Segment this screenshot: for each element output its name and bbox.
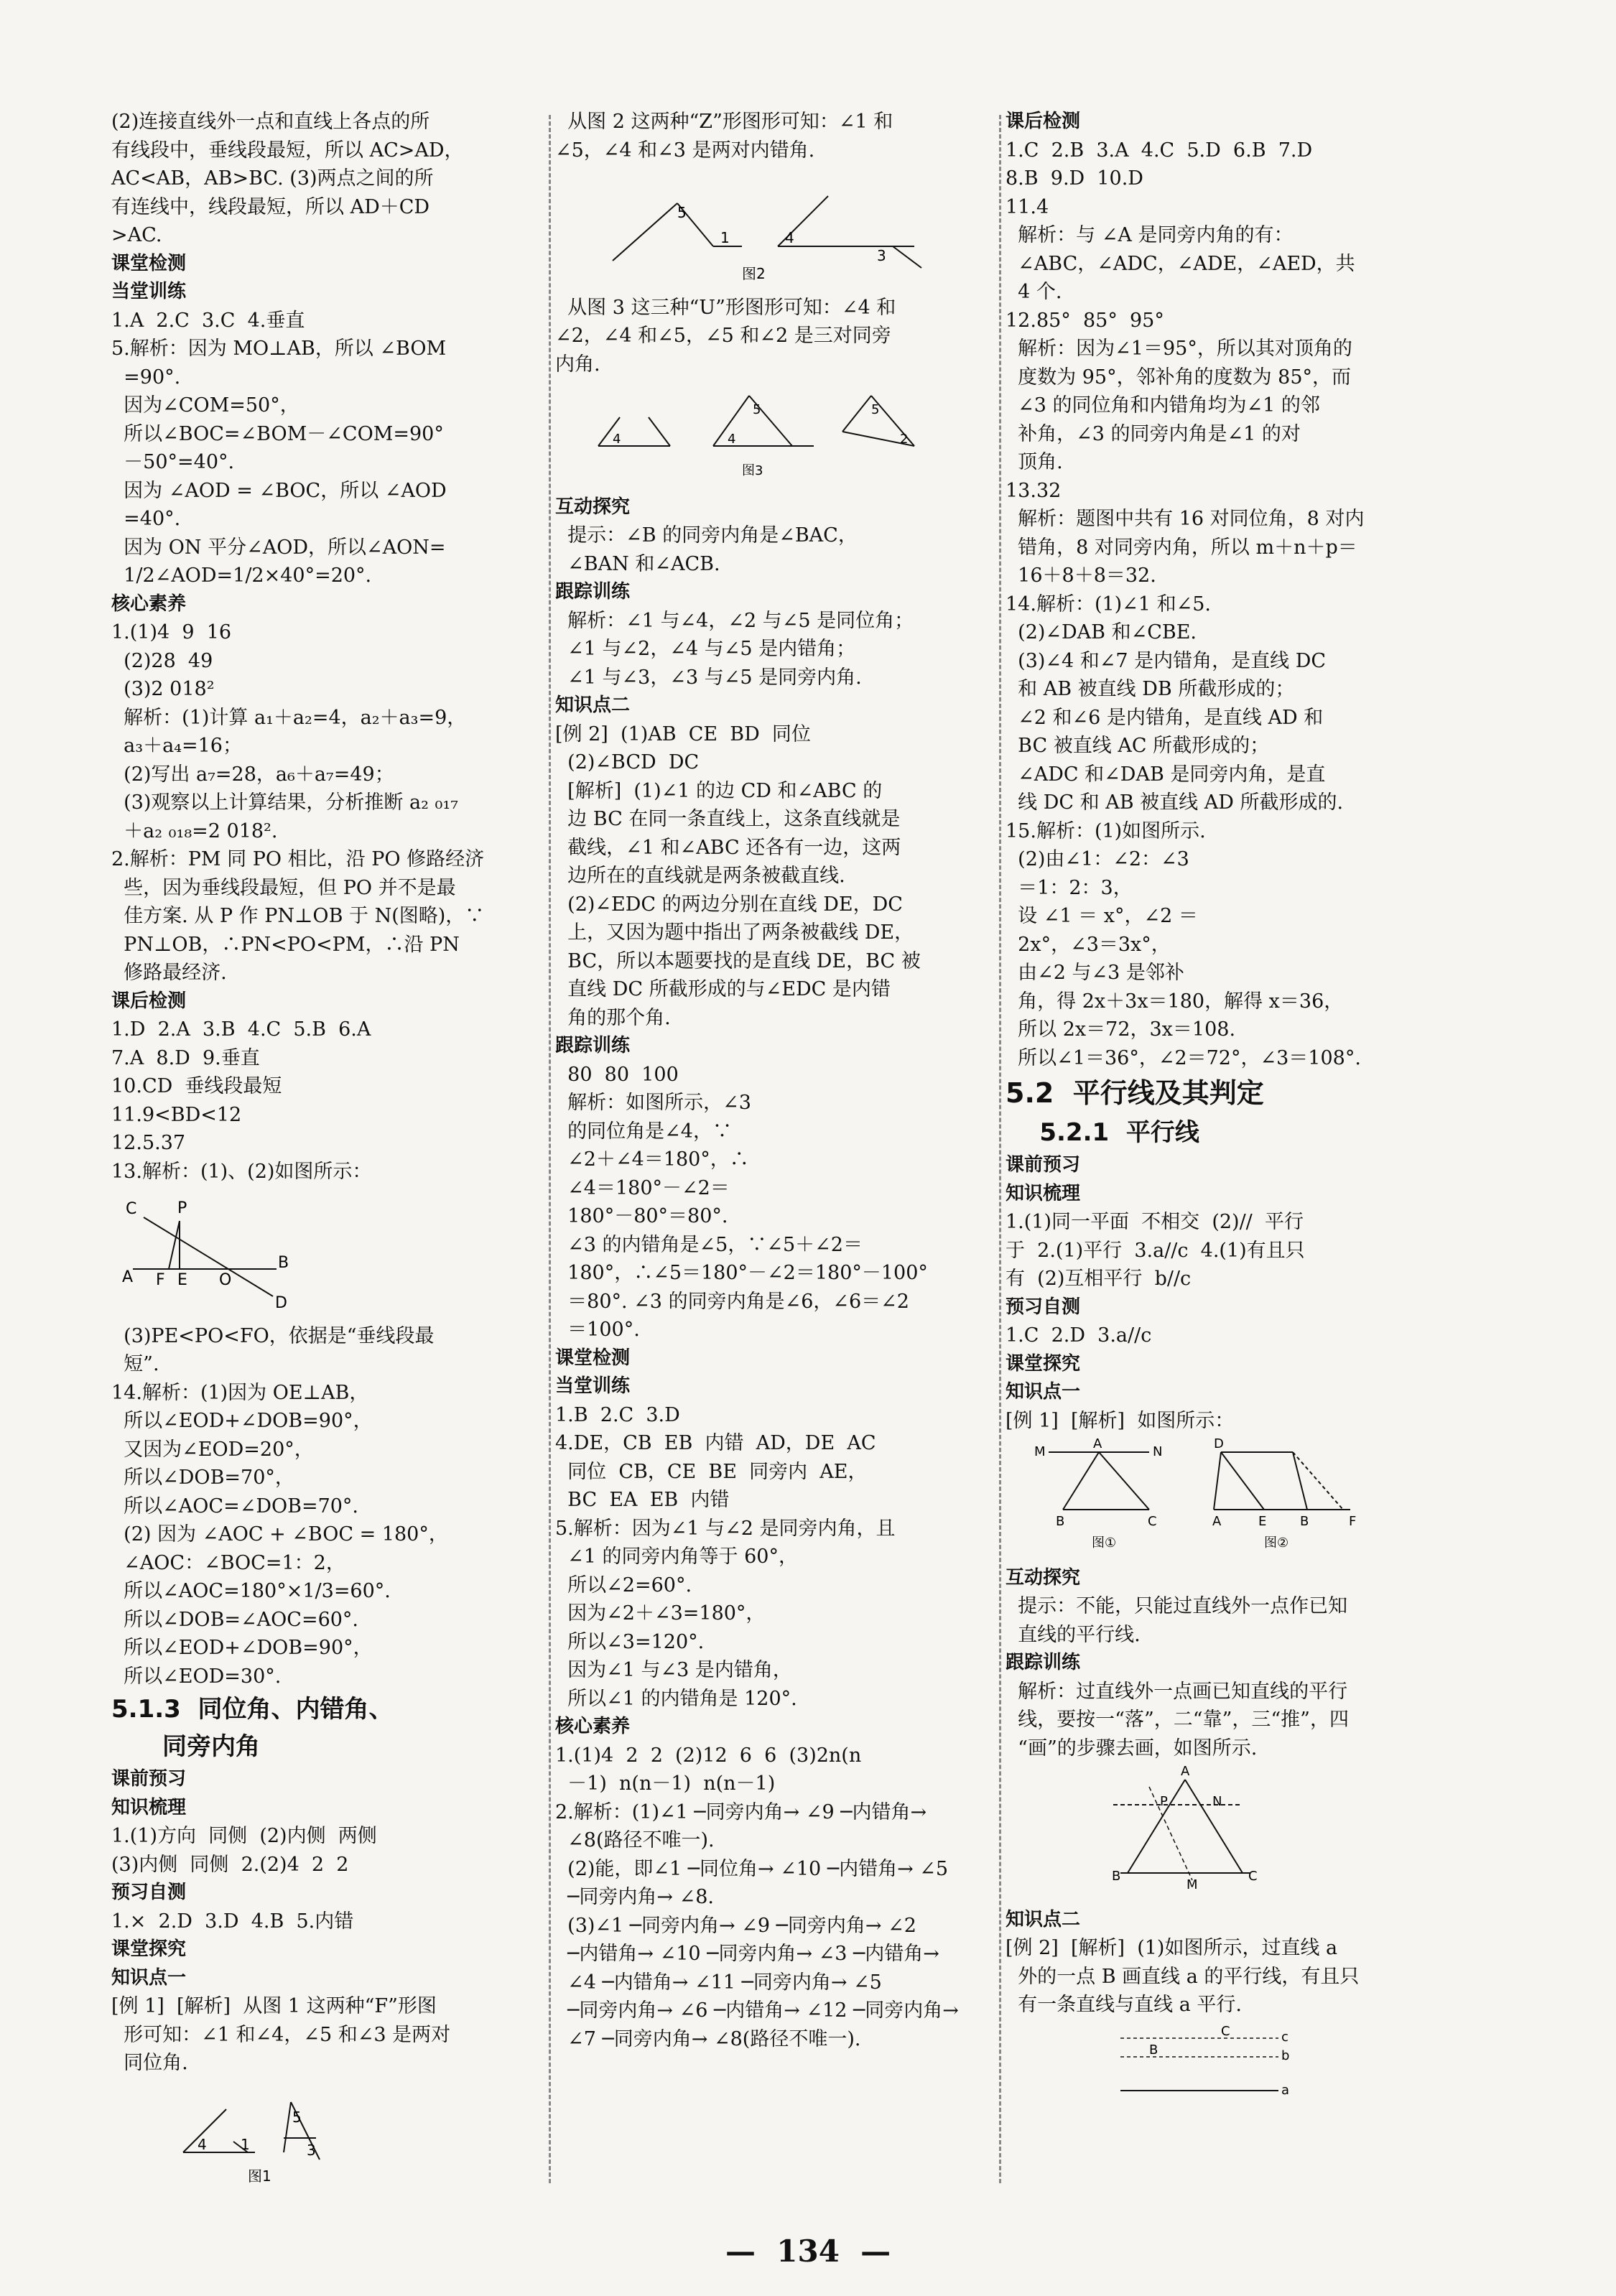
text-line: 8.B 9.D 10.D	[1006, 167, 1143, 190]
text-line: 提示：不能，只能过直线外一点作已知	[1006, 1595, 1348, 1617]
text-line: (2)写出 a₇=28，a₆＋a₇=49；	[111, 763, 394, 786]
column-left	[111, 108, 542, 2199]
figure-parallel-through-point	[1006, 2022, 1465, 2110]
text-line: 5.解析：因为∠1 与∠2 是同旁内角，且	[555, 1517, 896, 1540]
text-line: 1.C 2.B 3.A 4.C 5.D 6.B 7.D	[1006, 139, 1313, 162]
text-line: 由∠2 与∠3 是邻补	[1006, 962, 1184, 984]
svg-text:5: 5	[677, 204, 687, 221]
svg-text:A: A	[1212, 1514, 1222, 1529]
path-chain-line: (3)∠1 ─同旁内角→ ∠9 ─同旁内角→ ∠2	[555, 1914, 916, 1937]
text-line: 上，又因为题中指出了两条被截线 DE，	[555, 921, 914, 944]
text-line: 直线的平行线.	[1006, 1623, 1141, 1646]
svg-text:c: c	[1281, 2029, 1288, 2045]
svg-text:1: 1	[241, 2135, 250, 2153]
text-line: 线 DC 和 AB 被直线 AD 所截形成的.	[1006, 791, 1344, 814]
text-line: 所以∠EOD+∠DOB=90°，	[111, 1410, 373, 1432]
text-line: 知识点一	[111, 1966, 187, 1989]
text-line: ＋a₂ ₀₁₈=2 018².	[111, 819, 278, 842]
svg-text:5: 5	[292, 2108, 302, 2126]
svg-text:4: 4	[728, 432, 736, 447]
text-line: 边 BC 在同一条直线上，这条直线就是	[555, 808, 901, 830]
text-line: 角，得 2x＋3x＝180，解得 x＝36，	[1006, 990, 1344, 1013]
text-line: 知识点一	[1006, 1381, 1081, 1403]
column-right	[1006, 108, 1465, 2112]
text-line: 互动探究	[555, 496, 631, 518]
text-line: >AC.	[111, 224, 162, 246]
svg-text:C: C	[1148, 1514, 1157, 1529]
svg-text:A: A	[122, 1268, 134, 1286]
svg-text:5: 5	[753, 402, 761, 417]
svg-text:A: A	[1093, 1438, 1102, 1451]
text-line: ＝1：2：3，	[1006, 876, 1133, 899]
text-line: 些，因为垂线段最短，但 PO 并不是最	[111, 876, 456, 899]
text-line: 同位角.	[111, 2052, 188, 2074]
svg-text:M: M	[1034, 1444, 1046, 1459]
text-line: =90°.	[111, 366, 181, 389]
svg-text:B: B	[1112, 1869, 1121, 1884]
text-line: ∠2，∠4 和∠5，∠5 和∠2 是三对同旁	[555, 325, 891, 347]
text-line: 短”.	[111, 1353, 159, 1375]
svg-text:N: N	[1212, 1794, 1222, 1809]
svg-text:1: 1	[720, 229, 730, 246]
text-line: 1.(1)4 9 16	[111, 621, 232, 643]
text-line: (3)∠4 和∠7 是内错角，是直线 DC	[1006, 649, 1327, 672]
figure-drawing-parallel	[1006, 1765, 1465, 1903]
path-chain-line: (2)能，即∠1 ─同位角→ ∠10 ─内错角→ ∠5	[555, 1857, 949, 1880]
text-line: 有线段中，垂线段最短，所以 AC>AD，	[111, 139, 464, 162]
text-line: 所以∠3=120°.	[555, 1630, 705, 1653]
text-line: (3)2 018²	[111, 678, 215, 700]
text-line: 因为∠2＋∠3=180°，	[555, 1602, 766, 1625]
text-line: ∠3 的同位角和内错角均为∠1 的邻	[1006, 394, 1320, 417]
text-line: 同位 CB，CE BE 同旁内 AE，	[555, 1460, 868, 1483]
text-line: (3)内侧 同侧 2.(2)4 2 2	[111, 1853, 349, 1876]
figure-perpendicular	[111, 1189, 542, 1319]
text-line: 跟踪训练	[1006, 1652, 1081, 1673]
text-line: 1.B 2.C 3.D	[555, 1403, 680, 1426]
text-line: 4 个.	[1006, 281, 1062, 303]
text-line: AC<AB，AB>BC. (3)两点之间的所	[111, 167, 434, 190]
svg-text:B: B	[1300, 1514, 1309, 1529]
text-line: [解析] (1)∠1 的边 CD 和∠ABC 的	[555, 779, 883, 802]
text-line: ∠1 与∠2，∠4 与∠5 是内错角；	[555, 638, 856, 660]
text-line: ∠2 和∠6 是内错角，是直线 AD 和	[1006, 706, 1324, 729]
text-line: 所以∠1 的内错角是 120°.	[555, 1687, 797, 1710]
svg-text:B: B	[1056, 1514, 1065, 1529]
text-line: 因为∠COM=50°，	[111, 394, 299, 417]
text-line: 知识梳理	[1006, 1182, 1081, 1204]
text-line: 解析：题图中共有 16 对同位角，8 对内	[1006, 508, 1365, 530]
text-line: 角的那个角.	[555, 1006, 671, 1029]
text-line: 14.解析：(1)因为 OE⊥AB，	[111, 1381, 369, 1404]
text-line: 因为 ON 平分∠AOD，所以∠AON=	[111, 536, 446, 559]
text-line: ∠8(路径不唯一).	[555, 1829, 715, 1851]
text-line: 180°－80°＝80°.	[555, 1205, 728, 1227]
text-line: 解析：(1)计算 a₁＋a₂=4，a₂＋a₃=9，	[111, 706, 467, 729]
text-line: 12.85° 85° 95°	[1006, 309, 1164, 332]
text-line: “画”的步骤去画，如图所示.	[1006, 1737, 1258, 1760]
text-line: 互动探究	[1006, 1566, 1081, 1589]
text-line: 所以∠EOD+∠DOB=90°，	[111, 1637, 373, 1659]
svg-text:D: D	[1214, 1438, 1224, 1451]
text-line: 80 80 100	[555, 1063, 679, 1086]
text-line: 所以∠DOB=70°，	[111, 1467, 294, 1489]
path-chain-line: ─内错角→ ∠10 ─同旁内角→ ∠3 ─内错角→	[555, 1943, 939, 1965]
text-line: ∠BAN 和∠ACB.	[555, 552, 720, 575]
text-line: 顶角.	[1006, 451, 1063, 473]
svg-text:a: a	[1281, 2082, 1290, 2098]
text-line: 预习自测	[1006, 1296, 1081, 1318]
text-line: 解析：∠1 与∠4，∠2 与∠5 是同位角；	[555, 609, 914, 632]
text-line: 2x°，∠3＝3x°，	[1006, 933, 1171, 956]
text-line: ∠1 与∠3，∠3 与∠5 是同旁内角.	[555, 666, 862, 689]
page-number: — 134 —	[725, 2234, 891, 2269]
text-line: 从图 2 这两种“Z”形图形可知：∠1 和	[555, 111, 893, 133]
text-line: 所以∠2=60°.	[555, 1574, 692, 1596]
figure-3-u-shapes	[555, 381, 1000, 491]
text-line: 1.(1)方向 同侧 (2)内侧 两侧	[111, 1825, 377, 1847]
svg-text:P: P	[177, 1199, 187, 1217]
text-line: 所以 2x＝72，3x＝108.	[1006, 1018, 1236, 1041]
text-line: 13.解析：(1)、(2)如图所示：	[111, 1160, 372, 1183]
text-line: 11.4	[1006, 195, 1049, 218]
text-line: 形可知：∠1 和∠4，∠5 和∠3 是两对	[111, 2023, 451, 2046]
svg-text:P: P	[1160, 1794, 1168, 1809]
text-line: 外的一点 B 画直线 a 的平行线，有且只	[1006, 1965, 1360, 1988]
svg-text:E: E	[177, 1271, 187, 1289]
svg-text:F: F	[1349, 1514, 1357, 1529]
svg-text:E: E	[1258, 1514, 1267, 1529]
text-line: 于 2.(1)平行 3.a//c 4.(1)有且只	[1006, 1239, 1305, 1262]
text-line: 所以∠1＝36°，∠2＝72°，∠3＝108°.	[1006, 1046, 1361, 1069]
text-line: 有 (2)互相平行 b//c	[1006, 1268, 1192, 1290]
text-line: (2)∠BCD DC	[555, 751, 700, 773]
text-line: 课前预习	[1006, 1154, 1081, 1176]
text-line: 解析：过直线外一点画已知直线的平行	[1006, 1680, 1348, 1703]
figure-parallel-construction	[1006, 1438, 1465, 1561]
text-line: 截线，∠1 和∠ABC 还各有一边，这两	[555, 836, 901, 859]
svg-text:B: B	[278, 1254, 289, 1272]
text-line: 5.1.3 同位角、内错角、	[111, 1695, 394, 1724]
text-line: 所以∠EOD=30°.	[111, 1665, 282, 1688]
text-line: 1.D 2.A 3.B 4.C 5.B 6.A	[111, 1018, 371, 1041]
text-line: ∠5，∠4 和∠3 是两对内错角.	[555, 139, 815, 162]
figure-caption: 图3	[742, 463, 763, 478]
text-line: 当堂训练	[555, 1375, 631, 1397]
text-line: 课后检测	[111, 990, 187, 1012]
figure-1-f-shapes	[111, 2081, 542, 2197]
text-line: 课堂探究	[1006, 1352, 1081, 1375]
text-line: 12.5.37	[111, 1132, 186, 1154]
text-line: 解析：与 ∠A 是同旁内角的有：	[1006, 224, 1294, 246]
text-line: ∠AOC：∠BOC=1：2，	[111, 1551, 345, 1574]
text-line: －50°=40°.	[111, 451, 235, 473]
figure-caption: 图①	[1092, 1535, 1117, 1551]
text-line: 知识点二	[1006, 1908, 1081, 1930]
text-line: [例 1] [解析] 如图所示：	[1006, 1409, 1235, 1432]
text-line: 15.解析：(1)如图所示.	[1006, 819, 1206, 842]
text-line: 核心素养	[555, 1716, 631, 1737]
text-line: 课堂检测	[555, 1347, 631, 1369]
text-line: 核心素养	[111, 592, 187, 615]
text-line: 课堂探究	[111, 1938, 187, 1960]
svg-text:C: C	[1248, 1869, 1258, 1884]
svg-text:4: 4	[613, 432, 621, 447]
text-line: 1.A 2.C 3.C 4.垂直	[111, 309, 305, 332]
text-line: 佳方案. 从 P 作 PN⊥OB 于 N(图略)，∵	[111, 905, 485, 927]
text-line: 5.2.1 平行线	[1006, 1118, 1199, 1147]
svg-text:3: 3	[307, 2141, 316, 2159]
svg-text:C: C	[1221, 2023, 1230, 2039]
text-line: 16＋8＋8＝32.	[1006, 564, 1156, 587]
text-line: 1.(1)同一平面 不相交 (2)// 平行	[1006, 1211, 1304, 1233]
text-line: －1) n(n－1) n(n－1)	[555, 1772, 776, 1795]
text-line: 跟踪训练	[555, 1035, 631, 1056]
text-line: 4.DE，CB EB 内错 AD，DE AC	[555, 1432, 876, 1454]
text-line: ＝100°.	[555, 1319, 640, 1341]
svg-text:4: 4	[198, 2135, 207, 2153]
path-chain-line: ─同旁内角→ ∠6 ─内错角→ ∠12 ─同旁内角→	[555, 1999, 959, 2022]
text-line: 提示：∠B 的同旁内角是∠BAC，	[555, 524, 858, 547]
text-line: 1.(1)4 2 2 (2)12 6 6 (3)2n(n	[555, 1744, 862, 1767]
text-line: (2)连接直线外一点和直线上各点的所	[111, 111, 430, 133]
text-line: =40°.	[111, 508, 181, 530]
text-line: 课前预习	[111, 1768, 187, 1790]
text-line: 2.解析：PM 同 PO 相比，沿 PO 修路经济	[111, 848, 485, 870]
text-line: 所以∠AOC=180°×1/3=60°.	[111, 1580, 391, 1602]
text-line: [例 2] [解析] (1)如图所示，过直线 a	[1006, 1937, 1338, 1959]
text-line: 10.CD 垂线段最短	[111, 1075, 282, 1097]
text-line: 180°，∴∠5＝180°－∠2＝180°－100°	[555, 1262, 928, 1284]
text-line: (2)∠DAB 和∠CBE.	[1006, 621, 1197, 643]
svg-text:M: M	[1187, 1877, 1198, 1892]
text-line: 解析：如图所示，∠3	[555, 1092, 751, 1114]
text-line: 和 AB 被直线 DB 所截形成的；	[1006, 678, 1295, 700]
text-line: 有一条直线与直线 a 平行.	[1006, 1994, 1243, 2016]
text-line: BC，所以本题要找的是直线 DE，BC 被	[555, 949, 921, 972]
text-line: 所以∠BOC=∠BOM－∠COM=90°	[111, 422, 444, 445]
text-line: 补角，∠3 的同旁内角是∠1 的对	[1006, 422, 1301, 445]
text-line: [例 1] [解析] 从图 1 这两种“F”形图	[111, 1995, 437, 2017]
svg-text:F: F	[156, 1271, 165, 1289]
text-line: 5.2 平行线及其判定	[1006, 1077, 1264, 1109]
text-line: 11.9<BD<12	[111, 1103, 242, 1126]
text-line: ∠ADC 和∠DAB 是同旁内角，是直	[1006, 763, 1326, 786]
column-divider	[999, 115, 1001, 2183]
text-line: 所以∠AOC=∠DOB=70°.	[111, 1495, 359, 1518]
text-line: 线，要按一“落”，二“靠”，三“推”，四	[1006, 1709, 1349, 1731]
text-line: BC EA EB 内错	[555, 1489, 730, 1511]
svg-text:B: B	[1149, 2042, 1158, 2058]
svg-text:3: 3	[877, 247, 886, 264]
svg-text:N: N	[1153, 1444, 1163, 1459]
svg-text:5: 5	[871, 402, 880, 417]
text-line: 7.A 8.D 9.垂直	[111, 1046, 260, 1069]
text-line: 边所在的直线就是两条被截直线.	[555, 865, 845, 887]
text-line: (2) 因为 ∠AOC + ∠BOC = 180°，	[111, 1523, 448, 1546]
text-line: 预习自测	[111, 1882, 187, 1903]
text-line: 1.C 2.D 3.a//c	[1006, 1324, 1152, 1347]
text-line: 内角.	[555, 353, 600, 376]
path-chain-line: 2.解析：(1)∠1 ─同旁内角→ ∠9 ─内错角→	[555, 1800, 927, 1823]
text-line: 1/2∠AOD=1/2×40°=20°.	[111, 564, 372, 587]
text-line: (3)PE<PO<FO，依据是“垂线段最	[111, 1324, 435, 1347]
text-line: 知识梳理	[111, 1796, 187, 1818]
text-line: 从图 3 这三种“U”形图形可知：∠4 和	[555, 296, 896, 319]
text-line: 当堂训练	[111, 281, 187, 302]
text-line: 解析：因为∠1＝95°，所以其对顶角的	[1006, 338, 1352, 360]
text-line: 课堂检测	[111, 252, 187, 274]
text-line: 课后检测	[1006, 111, 1081, 132]
text-line: 因为 ∠AOD = ∠BOC，所以 ∠AOD	[111, 479, 447, 502]
text-line: 1.× 2.D 3.D 4.B 5.内错	[111, 1910, 354, 1933]
text-line: 14.解析：(1)∠1 和∠5.	[1006, 592, 1211, 615]
svg-text:D: D	[275, 1294, 287, 1311]
text-line: ∠1 的同旁内角等于 60°，	[555, 1546, 798, 1568]
text-line: ∠ABC，∠ADC，∠ADE，∠AED，共	[1006, 252, 1355, 275]
text-line: a₃＋a₄=16；	[111, 735, 242, 757]
text-line: 所以∠DOB=∠AOC=60°.	[111, 1608, 359, 1631]
figure-caption: 图②	[1264, 1535, 1289, 1551]
path-chain-line: ∠4 ─内错角→ ∠11 ─同旁内角→ ∠5	[555, 1971, 882, 1994]
text-line: (3)观察以上计算结果，分析推断 a₂ ₀₁₇	[111, 791, 458, 814]
column-divider	[549, 115, 551, 2183]
path-chain-line: ∠7 ─同旁内角→ ∠8(路径不唯一).	[555, 2027, 861, 2050]
figure-caption: 图1	[248, 2167, 271, 2185]
text-line: 因为∠1 与∠3 是内错角，	[555, 1659, 792, 1681]
svg-text:b: b	[1281, 2048, 1290, 2063]
text-line: ∠2＋∠4＝180°，∴	[555, 1148, 749, 1171]
path-chain-line: ─同旁内角→ ∠8.	[555, 1886, 715, 1908]
text-line: ＝80°. ∠3 的同旁内角是∠6，∠6＝∠2	[555, 1290, 909, 1313]
text-line: PN⊥OB，∴PN<PO<PM，∴沿 PN	[111, 933, 460, 956]
text-line: 跟踪训练	[555, 581, 631, 603]
figure-2-z-shapes	[555, 167, 1000, 291]
text-line: 直线 DC 所截形成的与∠EDC 是内错	[555, 978, 891, 1000]
svg-text:C: C	[126, 1200, 137, 1218]
text-line: (2)∠EDC 的两边分别在直线 DE，DC	[555, 893, 903, 916]
text-line: 知识点二	[555, 694, 631, 716]
figure-caption: 图2	[742, 265, 766, 282]
text-line: 又因为∠EOD=20°，	[111, 1438, 314, 1461]
text-line: 同旁内角	[111, 1732, 261, 1761]
svg-text:A: A	[1181, 1765, 1190, 1779]
text-line: 有连线中，线段最短，所以 AD＋CD	[111, 195, 430, 218]
svg-text:O: O	[219, 1271, 232, 1289]
text-line: 设 ∠1 ＝ x°，∠2 ＝	[1006, 905, 1198, 927]
text-line: ∠4＝180°－∠2＝	[555, 1176, 730, 1199]
svg-text:4: 4	[785, 229, 794, 246]
text-line: ∠3 的内错角是∠5，∵∠5＋∠2＝	[555, 1233, 863, 1256]
text-line: [例 2] (1)AB CE BD 同位	[555, 722, 811, 745]
svg-text:2: 2	[900, 432, 909, 447]
page-number-text: 134	[776, 2234, 840, 2269]
text-line: 的同位角是∠4，∵	[555, 1120, 732, 1143]
text-line: (2)由∠1：∠2：∠3	[1006, 848, 1189, 870]
text-line: BC 被直线 AC 所截形成的；	[1006, 735, 1270, 757]
text-line: 5.解析：因为 MO⊥AB，所以 ∠BOM	[111, 338, 447, 360]
text-line: 错角，8 对同旁内角，所以 m＋n＋p＝	[1006, 536, 1357, 559]
text-line: (2)28 49	[111, 649, 213, 672]
column-middle	[555, 108, 1000, 2053]
text-line: 度数为 95°，邻补角的度数为 85°，而	[1006, 366, 1352, 389]
text-line: 修路最经济.	[111, 962, 227, 984]
text-line: 13.32	[1006, 479, 1062, 502]
